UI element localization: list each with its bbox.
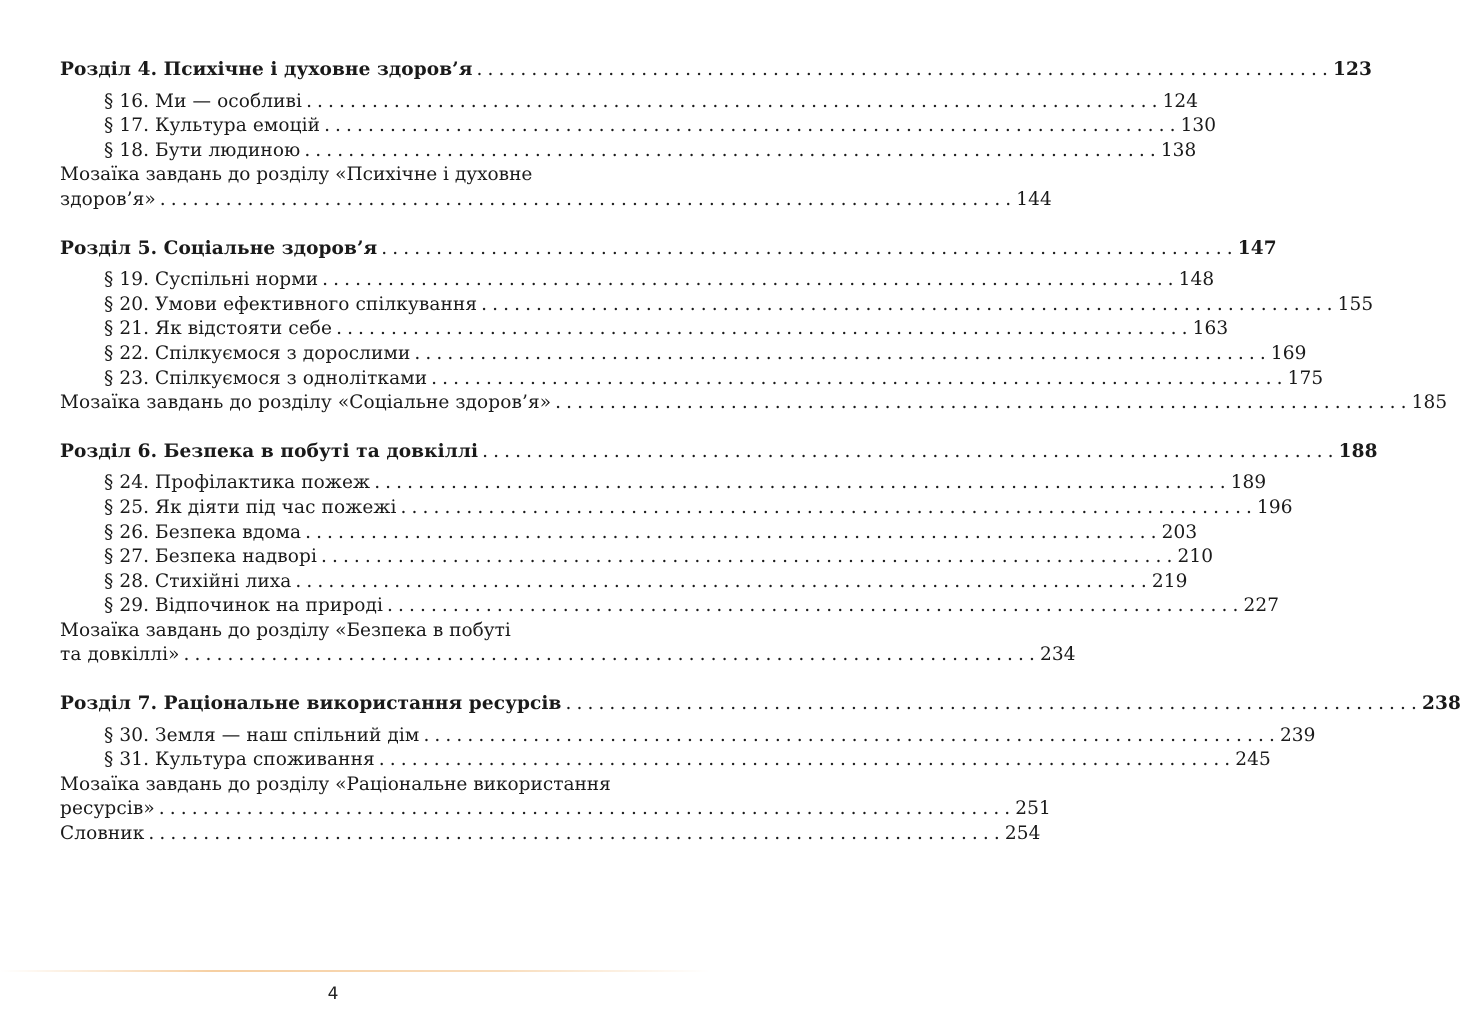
dot-leader: .............................................................................. [400, 496, 1258, 518]
dot-leader: .............................................................................. [374, 472, 1231, 494]
section-title: Розділ 7. Раціональне використання ресурсів [60, 693, 562, 715]
mosaic-title-line: Мозаїка завдань до розділу «Психічне і духовне [60, 164, 533, 186]
page-number: 196 [1257, 496, 1293, 518]
paragraph-title: § 24. Профілактика пожеж [104, 472, 371, 494]
toc-section[interactable] [60, 440, 1378, 465]
dot-leader: .............................................................................. [476, 59, 1333, 80]
toc-mosaic[interactable] [60, 188, 1052, 213]
dot-leader: .............................................................................. [387, 595, 1244, 617]
toc-mosaic[interactable] [60, 391, 1448, 416]
dot-leader: .............................................................................. [304, 139, 1161, 161]
dot-leader: .............................................................................. [320, 546, 1178, 568]
dot-leader: .............................................................................. [306, 90, 1163, 112]
dot-leader: .............................................................................. [414, 342, 1271, 364]
dot-leader: .............................................................................. [481, 293, 1338, 315]
toc-section[interactable] [60, 692, 1461, 717]
dot-leader: .............................................................................. [378, 749, 1236, 771]
paragraph-title: § 22. Спілкуємося з дорослими [104, 342, 411, 364]
page-number: 234 [1040, 644, 1076, 666]
page-number: 210 [1177, 546, 1214, 568]
toc-paragraph[interactable] [60, 570, 1188, 595]
dot-leader: .............................................................................. [158, 798, 1016, 820]
page-number: 239 [1279, 724, 1316, 746]
paragraph-title: § 17. Культура емоцій [104, 115, 321, 137]
page-number: 219 [1151, 570, 1188, 592]
dot-leader: .............................................................................. [555, 392, 1412, 414]
table-of-contents [60, 58, 1461, 847]
toc-paragraph[interactable] [60, 496, 1293, 521]
toc-paragraph[interactable] [60, 545, 1214, 570]
dot-leader: .............................................................................. [324, 115, 1181, 137]
paragraph-title: § 21. Як відстояти себе [104, 318, 333, 340]
paragraph-title: § 20. Умови ефективного спілкування [104, 293, 478, 315]
toc-section[interactable] [60, 58, 1372, 83]
toc-paragraph[interactable] [60, 471, 1267, 496]
toc-paragraph[interactable] [60, 367, 1324, 392]
dot-leader: .............................................................................. [322, 269, 1179, 291]
paragraph-title: § 30. Земля — наш спільний дім [104, 724, 420, 746]
page-number: 124 [1162, 90, 1199, 112]
toc-glossary[interactable] [60, 822, 1041, 847]
toc-paragraph[interactable] [60, 114, 1217, 139]
dot-leader: .............................................................................. [423, 724, 1280, 746]
dot-leader: .............................................................................. [295, 570, 1152, 592]
page-number: 189 [1230, 472, 1267, 494]
toc-paragraph[interactable] [60, 521, 1198, 546]
page-number: 148 [1178, 269, 1215, 291]
dot-leader: .............................................................................. [159, 188, 1017, 210]
page-number: 188 [1338, 440, 1378, 462]
page-number: 123 [1333, 59, 1372, 80]
mosaic-title: ресурсів» [60, 798, 155, 820]
toc-paragraph[interactable] [60, 748, 1271, 773]
paragraph-title: § 27. Безпека надворі [104, 546, 317, 568]
mosaic-title: та довкіллі» [60, 644, 180, 666]
mosaic-title: Мозаїка завдань до розділу «Соціальне здоров’я» [60, 392, 552, 414]
page-number: 155 [1337, 293, 1374, 315]
page-number: 147 [1237, 237, 1277, 259]
paragraph-title: § 29. Відпочинок на природі [104, 595, 384, 617]
dot-leader: .............................................................................. [565, 693, 1422, 715]
dot-leader: .............................................................................. [305, 521, 1162, 543]
toc-section[interactable] [60, 237, 1277, 262]
section-title: Розділ 6. Безпека в побуті та довкіллі [60, 440, 479, 462]
glossary-title: Словник [60, 823, 145, 845]
section-title: Розділ 5. Соціальне здоров’я [60, 237, 378, 259]
page-number: 175 [1287, 367, 1324, 389]
toc-paragraph[interactable] [60, 139, 1197, 164]
paragraph-title: § 31. Культура споживання [104, 749, 375, 771]
toc-mosaic[interactable] [60, 797, 1051, 822]
paragraph-title: § 28. Стихійні лиха [104, 570, 292, 592]
dot-leader: .............................................................................. [482, 440, 1339, 462]
paragraph-title: § 16. Ми — особливі [104, 90, 303, 112]
paragraph-title: § 18. Бути людиною [104, 139, 301, 161]
page-number: 227 [1243, 595, 1280, 617]
section-title: Розділ 4. Психічне і духовне здоров’я [60, 59, 473, 80]
page-number: 203 [1161, 521, 1198, 543]
mosaic-title: здоров’я» [60, 188, 156, 210]
page-number: 138 [1160, 139, 1197, 161]
footer-page-number: 4 [327, 984, 339, 1004]
page-number: 254 [1004, 823, 1041, 845]
page-number: 245 [1235, 749, 1271, 771]
toc-paragraph[interactable] [60, 90, 1199, 115]
page-number: 251 [1015, 798, 1051, 820]
dot-leader: .............................................................................. [381, 237, 1238, 259]
page-number: 185 [1411, 392, 1448, 414]
toc-paragraph[interactable] [60, 268, 1215, 293]
page-number: 130 [1180, 115, 1217, 137]
toc-paragraph[interactable] [60, 594, 1280, 619]
dot-leader: .............................................................................. [148, 823, 1005, 845]
toc-paragraph[interactable] [60, 317, 1229, 342]
mosaic-title-line: Мозаїка завдань до розділу «Раціональне використання [60, 773, 611, 795]
toc-mosaic[interactable] [60, 643, 1076, 668]
page-number: 144 [1016, 188, 1052, 210]
toc-paragraph[interactable] [60, 293, 1374, 318]
page-number: 169 [1270, 342, 1307, 364]
dot-leader: .............................................................................. [336, 318, 1193, 340]
mosaic-title-line: Мозаїка завдань до розділу «Безпека в побуті [60, 619, 511, 641]
page-number: 238 [1422, 693, 1461, 715]
paragraph-title: § 26. Безпека вдома [104, 521, 302, 543]
dot-leader: .............................................................................. [431, 367, 1288, 389]
paragraph-title: § 23. Спілкуємося з однолітками [104, 367, 428, 389]
paragraph-title: § 19. Суспільні норми [104, 269, 319, 291]
paragraph-title: § 25. Як діяти під час пожежі [104, 496, 397, 518]
toc-paragraph[interactable] [60, 342, 1307, 367]
page-number: 163 [1192, 318, 1229, 340]
toc-paragraph[interactable] [60, 724, 1316, 749]
dot-leader: .............................................................................. [183, 644, 1041, 666]
footer-divider [0, 970, 710, 972]
